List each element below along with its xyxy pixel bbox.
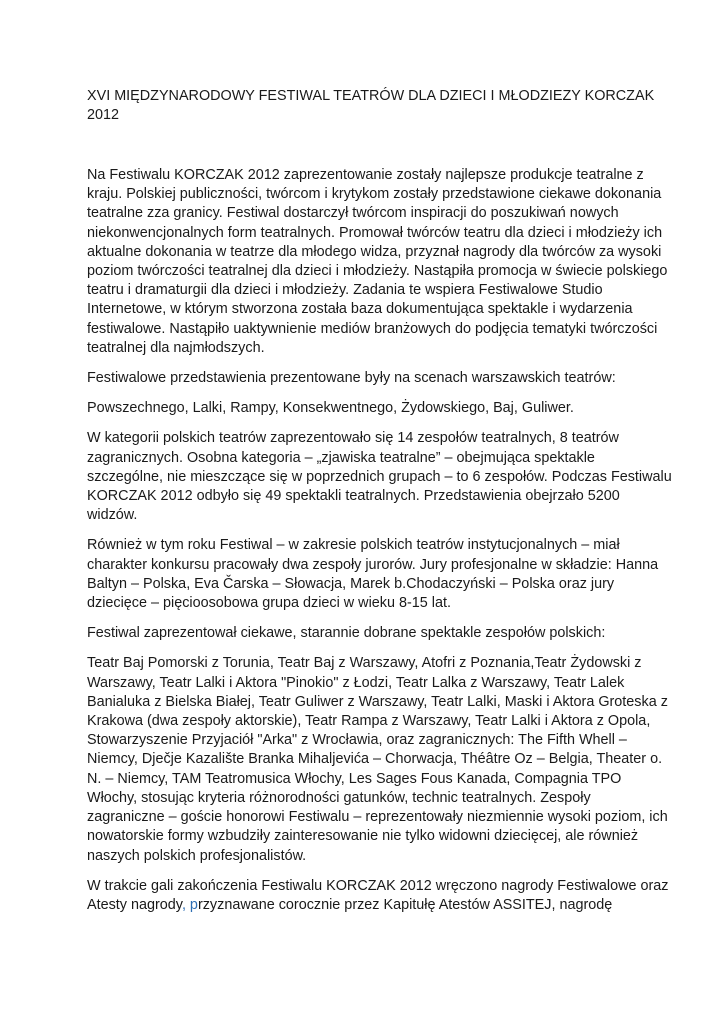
paragraph-theatre-list: Teatr Baj Pomorski z Torunia, Teatr Baj z Warszawy, Atofri z Poznania,Teatr Żydowski z Warszawy, Teatr Lalki i Aktora "Pinokio" z Łodzi, Teatr Lalka z Warszawy, Teatr Lalek Banialuka z Bielska Białej, Teatr Guliwer z Warszawy, Teatr Lalki, Maski i Aktora Groteska z Krakowa (dwa zespoły aktorskie), Teatr Rampa z Warszawy, Teatr Lalki i Aktora z Opola, Stowarzyszenie Przyjaciół "Arka" z Wrocławia, oraz zagranicznych: The Fifth Whell – Niemcy, Dječje Kazalište Branka Mihaljevića – Chorwacja, Théâtre Oz – Belgia, Theater o. N. – Niemcy, TAM Teatromusica Włochy, Les Sages Fous Kanada, Compagnia TPO Włochy, stosując kryteria różnorodności gatunków, technic teatralnych. Zespoły zagraniczne – goście honorowi Festiwalu – reprezentowały niezmiennie wysoki poziom, ich nowatorskie formy wzbudziły zainteresowanie nie tylko widowni dziecięcej, ale również naszych polskich profesjonalistów. [87,655,668,864]
paragraph-jury: Również w tym roku Festiwal – w zakresie polskich teatrów instytucjonalnych – miał charakter konkursu pracowały dwa zespoły jurorów. Jury profesjonalne w składzie: Hanna Baltyn – Polska, Eva Čarska – Słowacja, Marek b.Chodaczyński – Polska oraz jury dziecięce – pięcioosobowa grupa dzieci w wieku 8-15 lat. [87,537,659,612]
awards-text-start: W trakcie gali zakończenia Festiwalu KORCZAK 2012 wręczono nagrody Festiwalowe oraz Atesty nagrody [87,877,669,913]
paragraph-venues-list: Powszechnego, Lalki, Rampy, Konsekwentnego, Żydowskiego, Baj, Guliwer. [87,400,574,417]
paragraph-performances-intro: Festiwal zaprezentował ciekawe, starannie dobrane spektakle zespołów polskich: [87,625,606,642]
paragraph-awards [87,877,672,915]
paragraph-intro: Na Festiwalu KORCZAK 2012 zaprezentowanie zostały najlepsze produkcje teatralne z kraju. Polskiej publiczności, twórcom i krytykom zostały przedstawione ciekawe dokonania teatralne zza granicy. Festiwal dostarczył twórcom inspiracji do poszukiwań nowych niekonwencjonalnych form teatralnych. Promował twórców teatru dla dzieci i młodzieży ich aktualne dokonania w teatrze dla młodego widza, przyznał nagrody dla twórców za wysoki poziom twórczości teatralnej dla dzieci i młodzieży. Nastąpiła promocja w świecie polskiego teatru i dramaturgii dla dzieci i młodzieży. Zadania te wspiera Festiwalowe Studio Internetowe, w którym stworzona została baza dokumentująca spektakle i wydarzenia festiwalowe. Nastąpiło uaktywnienie mediów branżowych do podjęcia tematyki twórczości teatralnej dla najmłodszych. [87,167,668,356]
document-body [87,166,672,926]
paragraph-statistics: W kategorii polskich teatrów zaprezentowało się 14 zespołów teatralnych, 8 teatrów zagranicznych. Osobna kategoria – „zjawiska teatralne” – obejmująca spektakle szczególne, nie mieszczące się w poprzednich grupach – to 6 zespołów. Podczas Festiwalu KORCZAK 2012 odbyło się 49 spektakli teatralnych. Przedstawienia obejrzało 5200 widzów. [87,430,672,524]
paragraph-venues-intro: Festiwalowe przedstawienia prezentowane były na scenach warszawskich teatrów: [87,370,616,387]
awards-text-accent: , p [181,896,198,913]
document-title: XVI MIĘDZYNARODOWY FESTIWAL TEATRÓW DLA DZIECI I MŁODZIEZY KORCZAK 2012 [87,88,655,124]
awards-text-end: rzyznawane corocznie przez Kapitułę Atestów ASSITEJ, nagrodę [197,896,613,913]
